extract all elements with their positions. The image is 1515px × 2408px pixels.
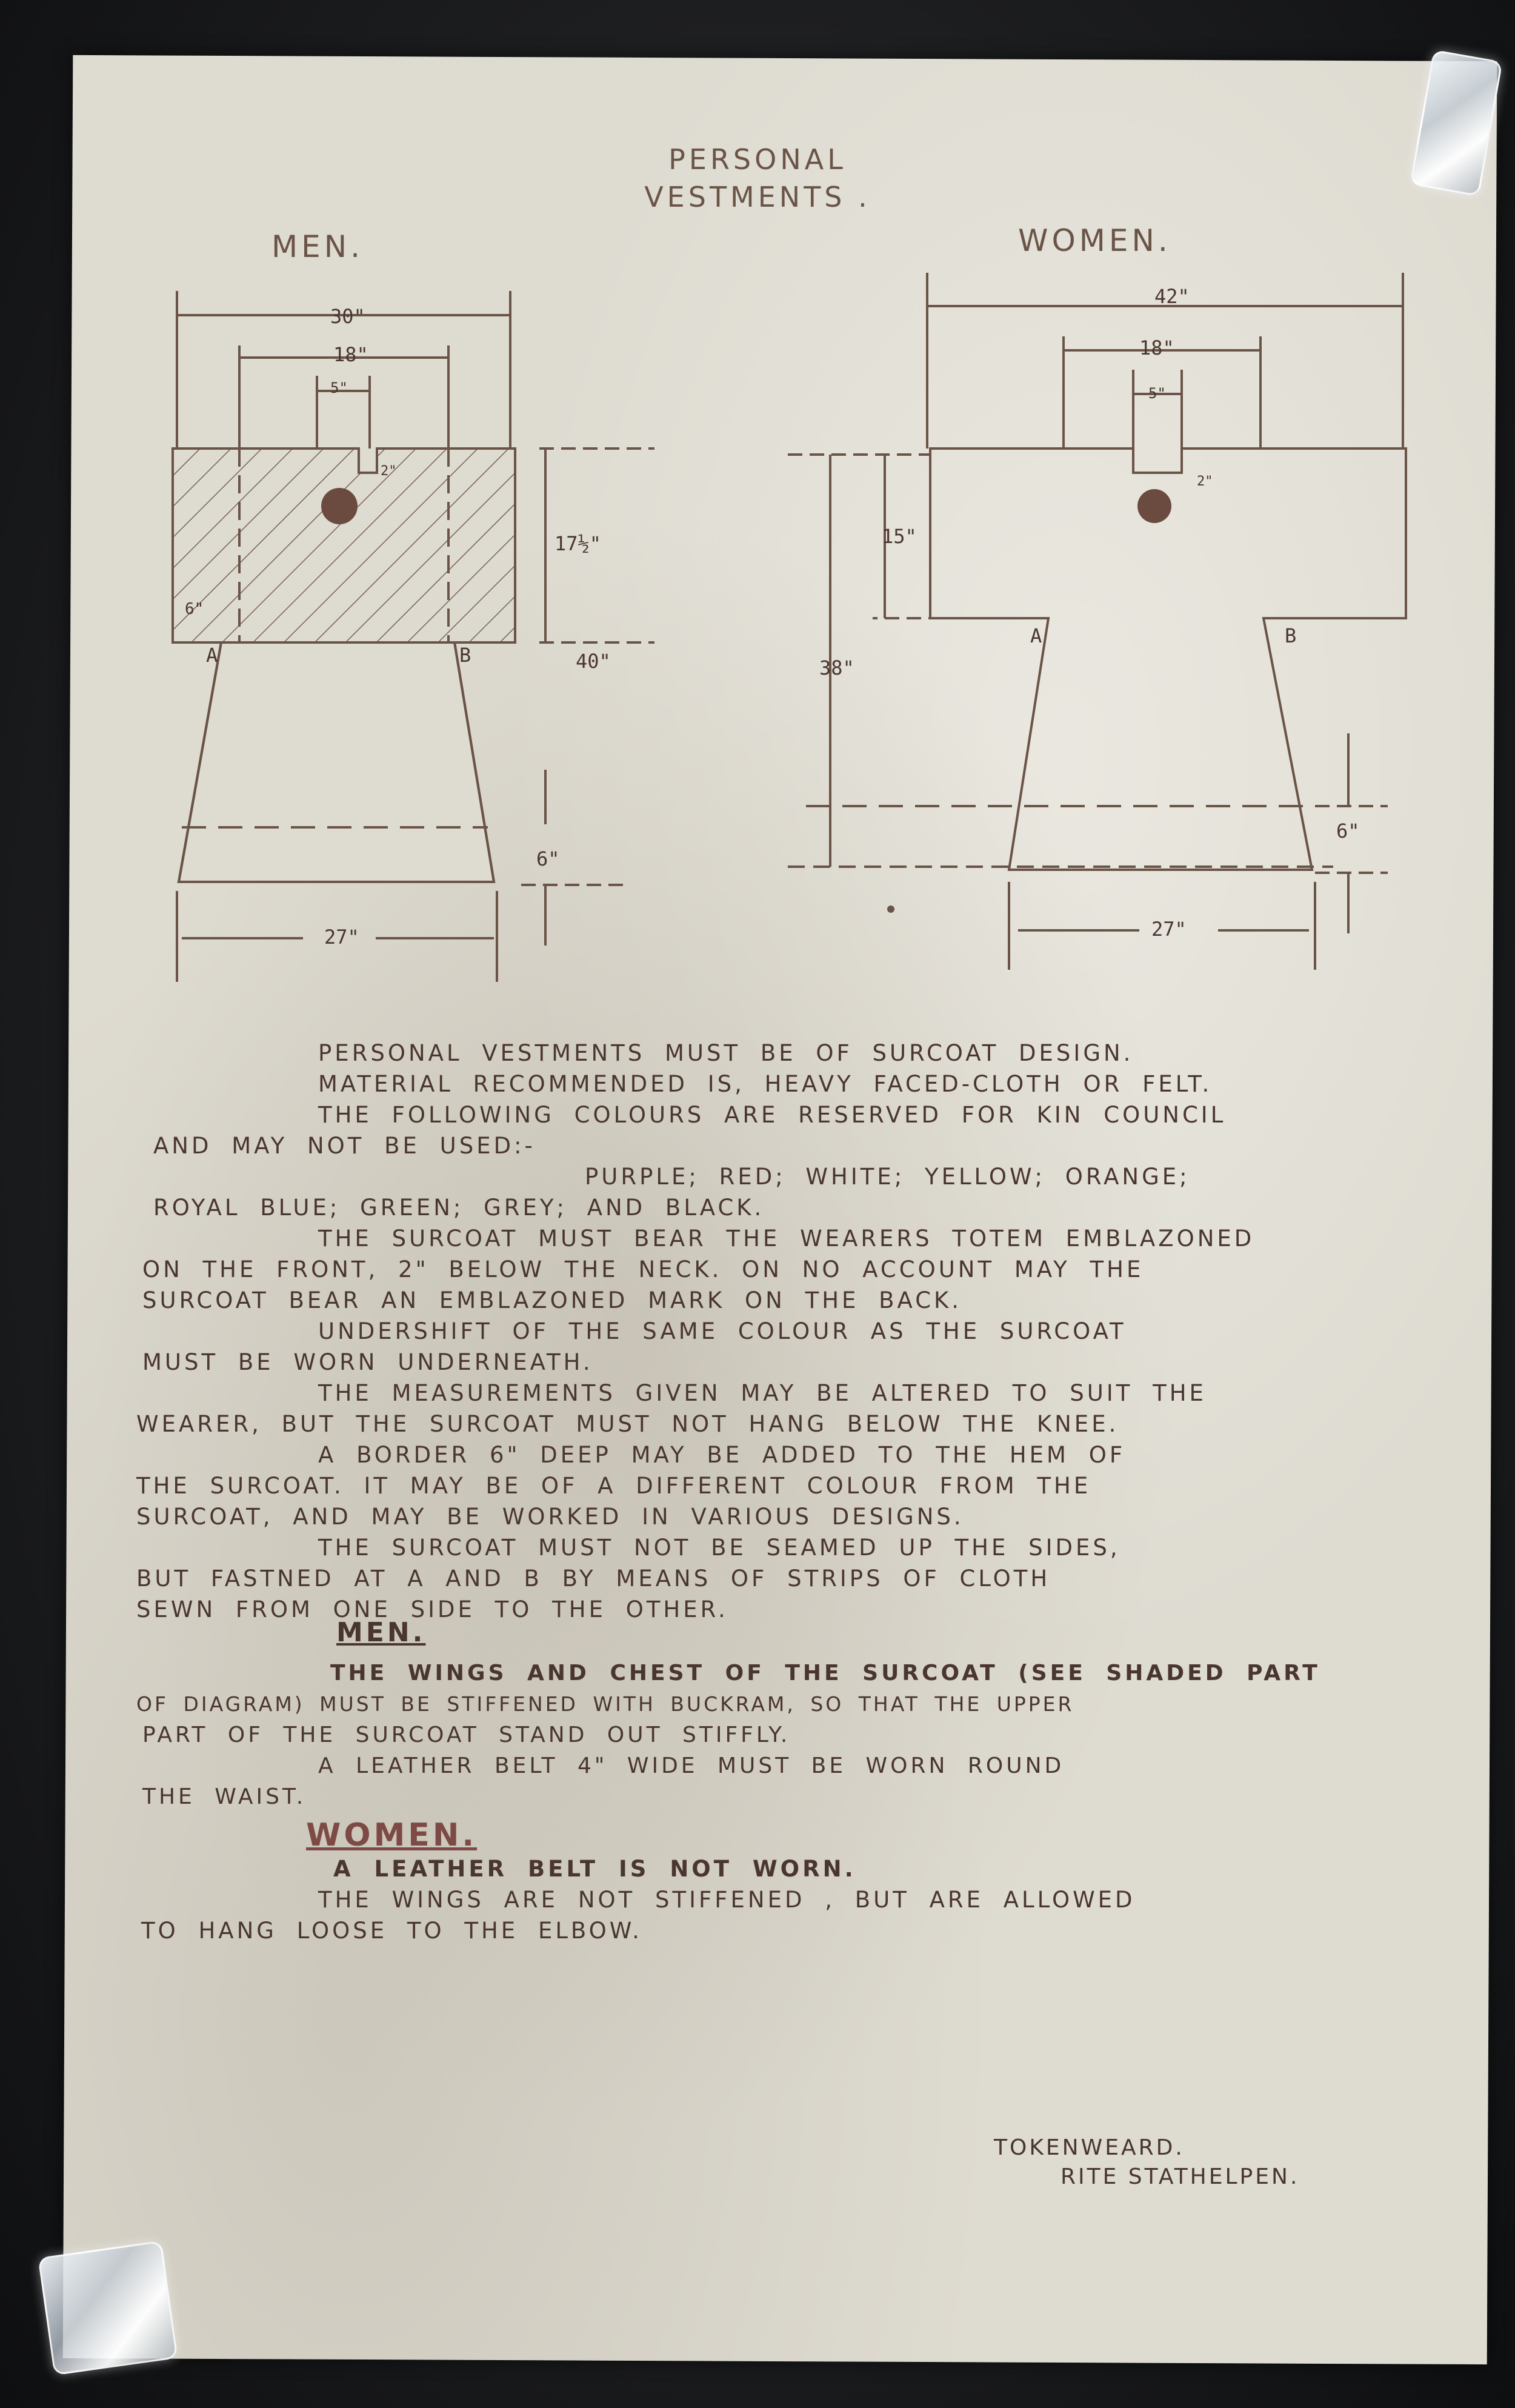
signature-line-2: RITE STATHELPEN. — [1060, 2164, 1300, 2189]
women-width-dim: 42" — [1154, 285, 1190, 308]
women-hem-dim: 6" — [1336, 819, 1360, 842]
text-line: AND MAY NOT BE USED:- — [153, 1133, 536, 1159]
women-neck-outer-dim: 18" — [1139, 336, 1174, 359]
text-line: THE SURCOAT MUST NOT BE SEAMED UP THE SIDES, — [318, 1535, 1120, 1561]
men-bottom-dim: 27" — [324, 926, 359, 949]
text-line: THE WINGS AND CHEST OF THE SURCOAT (SEE SHADED PART — [330, 1661, 1320, 1686]
men-hem-dim: 6" — [536, 847, 560, 870]
signature-line-1: TOKENWEARD. — [994, 2135, 1185, 2160]
vestment-pattern-diagram — [0, 0, 1515, 1018]
men-width-dim: 30" — [330, 305, 365, 328]
men-point-b: B — [459, 644, 471, 667]
men-wing-depth-dim: 17½" — [554, 532, 602, 555]
women-length-dim: 38" — [819, 656, 854, 679]
text-line: BUT FASTNED AT A AND B BY MEANS OF STRIPS OF CLOTH — [136, 1566, 1051, 1592]
title-line-2: VESTMENTS . — [644, 181, 871, 213]
text-line: PART OF THE SURCOAT STAND OUT STIFFLY. — [142, 1723, 791, 1747]
men-point-a: A — [206, 644, 218, 667]
text-line: MATERIAL RECOMMENDED IS, HEAVY FACED-CLOTH OR FELT. — [318, 1071, 1213, 1097]
text-line: ROYAL BLUE; GREEN; GREY; AND BLACK. — [153, 1195, 765, 1221]
text-line: THE FOLLOWING COLOURS ARE RESERVED FOR KIN COUNCIL — [318, 1102, 1227, 1128]
text-line: A LEATHER BELT IS NOT WORN. — [333, 1856, 856, 1882]
text-line: THE WINGS ARE NOT STIFFENED , BUT ARE ALLOWED — [318, 1887, 1136, 1913]
women-point-b: B — [1285, 624, 1297, 647]
men-length-dim: 40" — [576, 650, 611, 673]
men-section-heading: MEN. — [336, 1617, 426, 1648]
text-line: SEWN FROM ONE SIDE TO THE OTHER. — [136, 1596, 728, 1623]
women-point-a: A — [1030, 624, 1042, 647]
women-neck-depth-dim: 2" — [1197, 474, 1213, 489]
text-line: A LEATHER BELT 4" WIDE MUST BE WORN ROUND — [318, 1753, 1065, 1778]
text-line: OF DIAGRAM) MUST BE STIFFENED WITH BUCKRAM, SO THAT THE UPPER — [136, 1692, 1074, 1716]
text-line: THE SURCOAT MUST BEAR THE WEARERS TOTEM EMBLAZONED — [318, 1226, 1255, 1252]
men-neck-outer-dim: 18" — [333, 343, 368, 366]
text-line: WEARER, BUT THE SURCOAT MUST NOT HANG BELOW THE KNEE. — [136, 1411, 1119, 1437]
text-line: THE WAIST. — [142, 1784, 307, 1809]
women-neck-dim: 5" — [1148, 385, 1166, 402]
regulations-text — [136, 1038, 1439, 1625]
text-line: ON THE FRONT, 2" BELOW THE NECK. ON NO ACCOUNT MAY THE — [142, 1256, 1144, 1282]
text-line: SURCOAT, AND MAY BE WORKED IN VARIOUS DESIGNS. — [136, 1504, 964, 1530]
text-line: THE MEASUREMENTS GIVEN MAY BE ALTERED TO SUIT THE — [318, 1380, 1207, 1406]
text-line: SURCOAT BEAR AN EMBLAZONED MARK ON THE BACK. — [142, 1287, 962, 1313]
men-regulations-text — [136, 1658, 1439, 1812]
glass-mounting-clip — [38, 2241, 178, 2376]
women-section-heading: WOMEN. — [306, 1817, 478, 1853]
text-line: PURPLE; RED; WHITE; YELLOW; ORANGE; — [585, 1164, 1190, 1190]
text-line: MUST BE WORN UNDERNEATH. — [142, 1349, 593, 1375]
men-neck-depth-dim: 2" — [381, 464, 397, 479]
men-surcoat-pattern — [173, 291, 654, 982]
text-line: A BORDER 6" DEEP MAY BE ADDED TO THE HEM OF — [318, 1442, 1126, 1468]
men-diagram-heading: MEN. — [271, 229, 364, 264]
women-diagram-heading: WOMEN. — [1018, 223, 1171, 258]
men-neck-dim: 5" — [330, 379, 348, 396]
signature-block — [994, 2133, 1299, 2192]
text-line: PERSONAL VESTMENTS MUST BE OF SURCOAT DESIGN. — [318, 1040, 1134, 1066]
text-line: UNDERSHIFT OF THE SAME COLOUR AS THE SURCOAT — [318, 1318, 1127, 1344]
women-regulations-text — [136, 1853, 1439, 1946]
women-bottom-dim: 27" — [1151, 918, 1187, 941]
title-line-1: PERSONAL — [668, 143, 847, 176]
women-surcoat-pattern — [788, 273, 1406, 970]
men-side-dim: 6" — [185, 600, 204, 618]
text-line: TO HANG LOOSE TO THE ELBOW. — [141, 1918, 642, 1944]
text-line: THE SURCOAT. IT MAY BE OF A DIFFERENT COLOUR FROM THE — [136, 1473, 1091, 1499]
women-wing-depth-dim: 15" — [882, 525, 917, 548]
